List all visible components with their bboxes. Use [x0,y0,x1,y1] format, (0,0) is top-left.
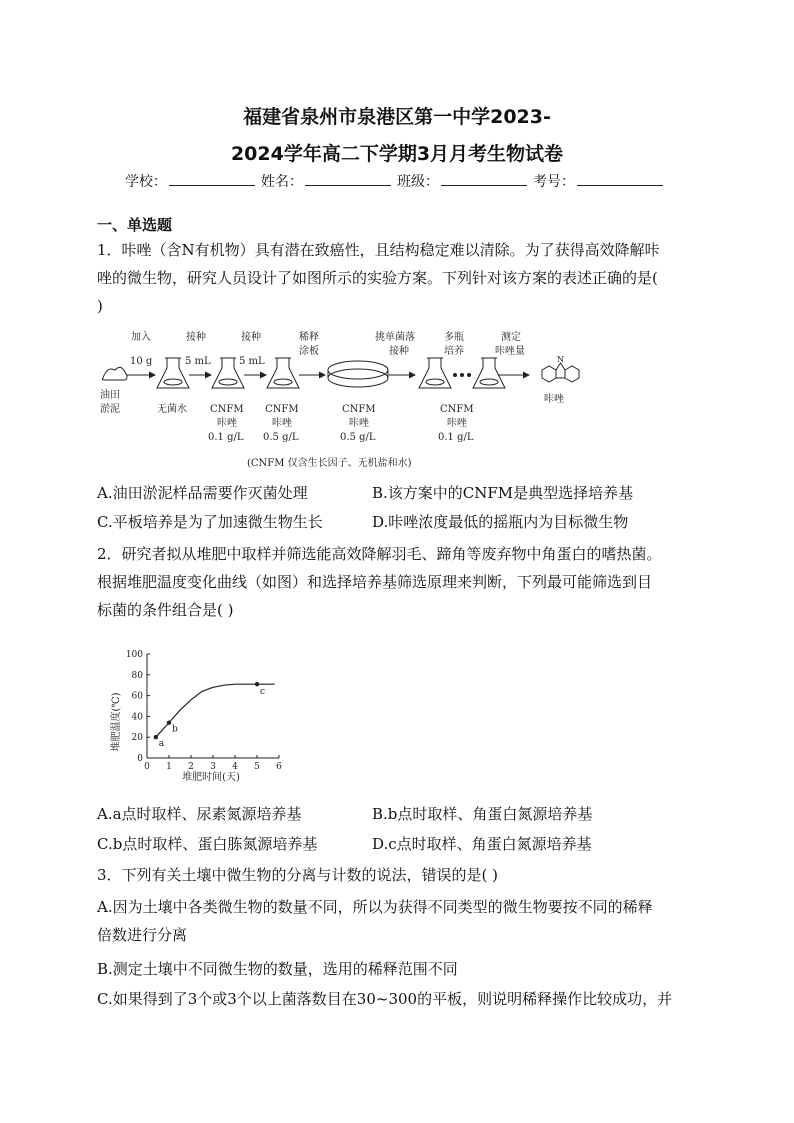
figure-note: (CNFM 仅含生长因子、无机盐和水) [247,458,412,469]
flask3-label-3: 0.5 g/L [263,432,299,443]
x-tick-label: 0 [144,762,150,772]
y-tick-label: 80 [131,670,143,681]
step1-amount: 10 g [130,356,153,367]
flask4-label-1: CNFM [440,404,474,415]
chart-x-axis-label: 堆肥时间(天) [182,772,240,783]
flask4-label-2: 咔唑 [447,418,467,429]
source-label-1: 油田 [100,390,120,401]
data-point-b [167,720,171,724]
q2-option-a[interactable]: A.a点时取样、尿素氮源培养基 [97,805,302,823]
x-tick-label: 5 [254,762,260,772]
q3-option-c[interactable]: C.如果得到了3个或3个以上菌落数目在30~300的平板，则说明稀释操作比较成功，并 [97,990,673,1008]
q3-option-a-line-2: 倍数进行分离 [97,926,188,944]
flask-5-icon [473,358,505,388]
step7-label-1: 测定 [501,332,521,343]
q2-option-b[interactable]: B.b点时取样、角蛋白氮源培养基 [372,805,593,823]
class-blank[interactable] [441,171,527,186]
flask2-label-1: CNFM [210,404,244,415]
plate-label-1: CNFM [342,404,376,415]
q1-line-1: 1．咔唑（含N有机物）具有潜在致癌性，且结构稳定难以清除。为了获得高效降解咔 [97,241,660,259]
source-label-2: 淤泥 [100,404,120,415]
flask3-label-2: 咔唑 [272,418,292,429]
x-tick-label: 1 [166,762,172,772]
q3-option-b[interactable]: B.测定土壤中不同微生物的数量，选用的稀释范围不同 [97,960,458,978]
q1-line-2: 唑的微生物，研究人员设计了如图所示的实验方案。下列针对该方案的表述正确的是( [97,269,658,287]
step4-label-1: 稀释 [299,332,319,343]
flask3-label-1: CNFM [265,404,299,415]
step7-label-2: 咔唑量 [495,346,525,357]
school-blank[interactable] [169,171,255,186]
data-point-a [154,735,158,739]
step4-label-2: 涂板 [299,346,319,357]
step3-label: 接种 [241,332,261,343]
flask4-label-3: 0.1 g/L [438,432,474,443]
q2-line-1: 2．研究者拟从堆肥中取样并筛选能高效降解羽毛、蹄角等废弃物中角蛋白的嗜热菌。 [97,545,662,563]
q2-temperature-chart [105,640,295,786]
q1-experiment-figure [97,326,587,476]
y-tick-label: 60 [131,691,143,702]
flask2-label-2: 咔唑 [217,418,237,429]
x-tick-label: 4 [232,762,238,772]
data-point-c [255,682,259,686]
flask-4-icon [419,358,451,388]
soil-sample-icon [102,367,127,380]
y-tick-label: 0 [137,754,143,764]
step5-label-1: 挑单菌落 [375,332,415,343]
q3-line-1: 3．下列有关土壤中微生物的分离与计数的说法，错误的是( ) [97,866,499,884]
name-label: 姓名： [261,174,303,190]
question-2-text [97,540,697,624]
exam-title-line1: 福建省泉州市泉港区第一中学2023- [243,106,551,128]
q3-option-a-line-1: A.因为土壤中各类微生物的数量不同，所以为获得不同类型的微生物要按不同的稀释 [97,898,653,916]
q1-option-c[interactable]: C.平板培养是为了加速微生物生长 [97,513,323,531]
q1-line-3: ) [97,297,103,315]
q2-line-3: 标菌的条件组合是( ) [97,601,234,619]
chart-y-axis-label: 堆肥温度(℃) [111,692,122,752]
q1-option-a[interactable]: A.油田淤泥样品需要作灭菌处理 [97,484,308,502]
step6-label-2: 培养 [444,346,464,357]
school-label: 学校： [125,174,167,190]
question-3-text [97,861,697,889]
y-tick-label: 40 [131,712,143,723]
point-label-c: c [260,687,266,698]
y-tick-label: 20 [131,733,143,744]
point-label-a: a [158,739,165,750]
plate-label-2: 咔唑 [349,418,369,429]
step3-amount: 5 mL [239,356,265,367]
y-tick-label: 100 [125,650,143,660]
x-tick-label: 6 [276,762,282,772]
step2-label: 接种 [186,332,206,343]
number-blank[interactable] [577,171,663,186]
flask1-label: 无菌水 [157,404,187,415]
ellipsis-dots-icon [453,373,471,377]
step2-amount: 5 mL [185,356,211,367]
petri-plate-icon [328,361,388,387]
number-label: 考号： [533,174,575,190]
step6-label-1: 多瓶 [444,332,464,343]
carbazole-molecule-icon [542,363,579,382]
question-1-text [97,236,697,320]
name-blank[interactable] [305,171,391,186]
flask2-label-3: 0.1 g/L [208,432,244,443]
q2-option-c[interactable]: C.b点时取样、蛋白胨氮源培养基 [97,835,318,853]
step1-label: 加入 [131,332,151,343]
carbazole-n-label: N [557,355,564,364]
x-tick-label: 2 [188,762,194,772]
q1-option-b[interactable]: B.该方案中的CNFM是典型选择培养基 [372,484,634,502]
q1-option-d[interactable]: D.咔唑浓度最低的摇瓶内为目标微生物 [372,513,629,531]
q2-line-2: 根据堆肥温度变化曲线（如图）和选择培养基筛选原理来判断，下列最可能筛选到目 [97,573,653,591]
point-label-b: b [172,724,178,735]
plate-label-3: 0.5 g/L [340,432,376,443]
molecule-label: 咔唑 [544,394,564,405]
q3-option-a[interactable] [97,893,697,949]
class-label: 班级： [397,174,439,190]
section-title: 一、单选题 [97,216,173,234]
flask-3-icon [267,358,299,388]
x-tick-label: 3 [210,762,216,772]
step5-label-2: 接种 [389,346,409,357]
q2-option-d[interactable]: D.c点时取样、角蛋白氮源培养基 [372,835,592,853]
student-info-row [0,171,794,191]
exam-title-line2: 2024学年高二下学期3月月考生物试卷 [230,143,564,165]
